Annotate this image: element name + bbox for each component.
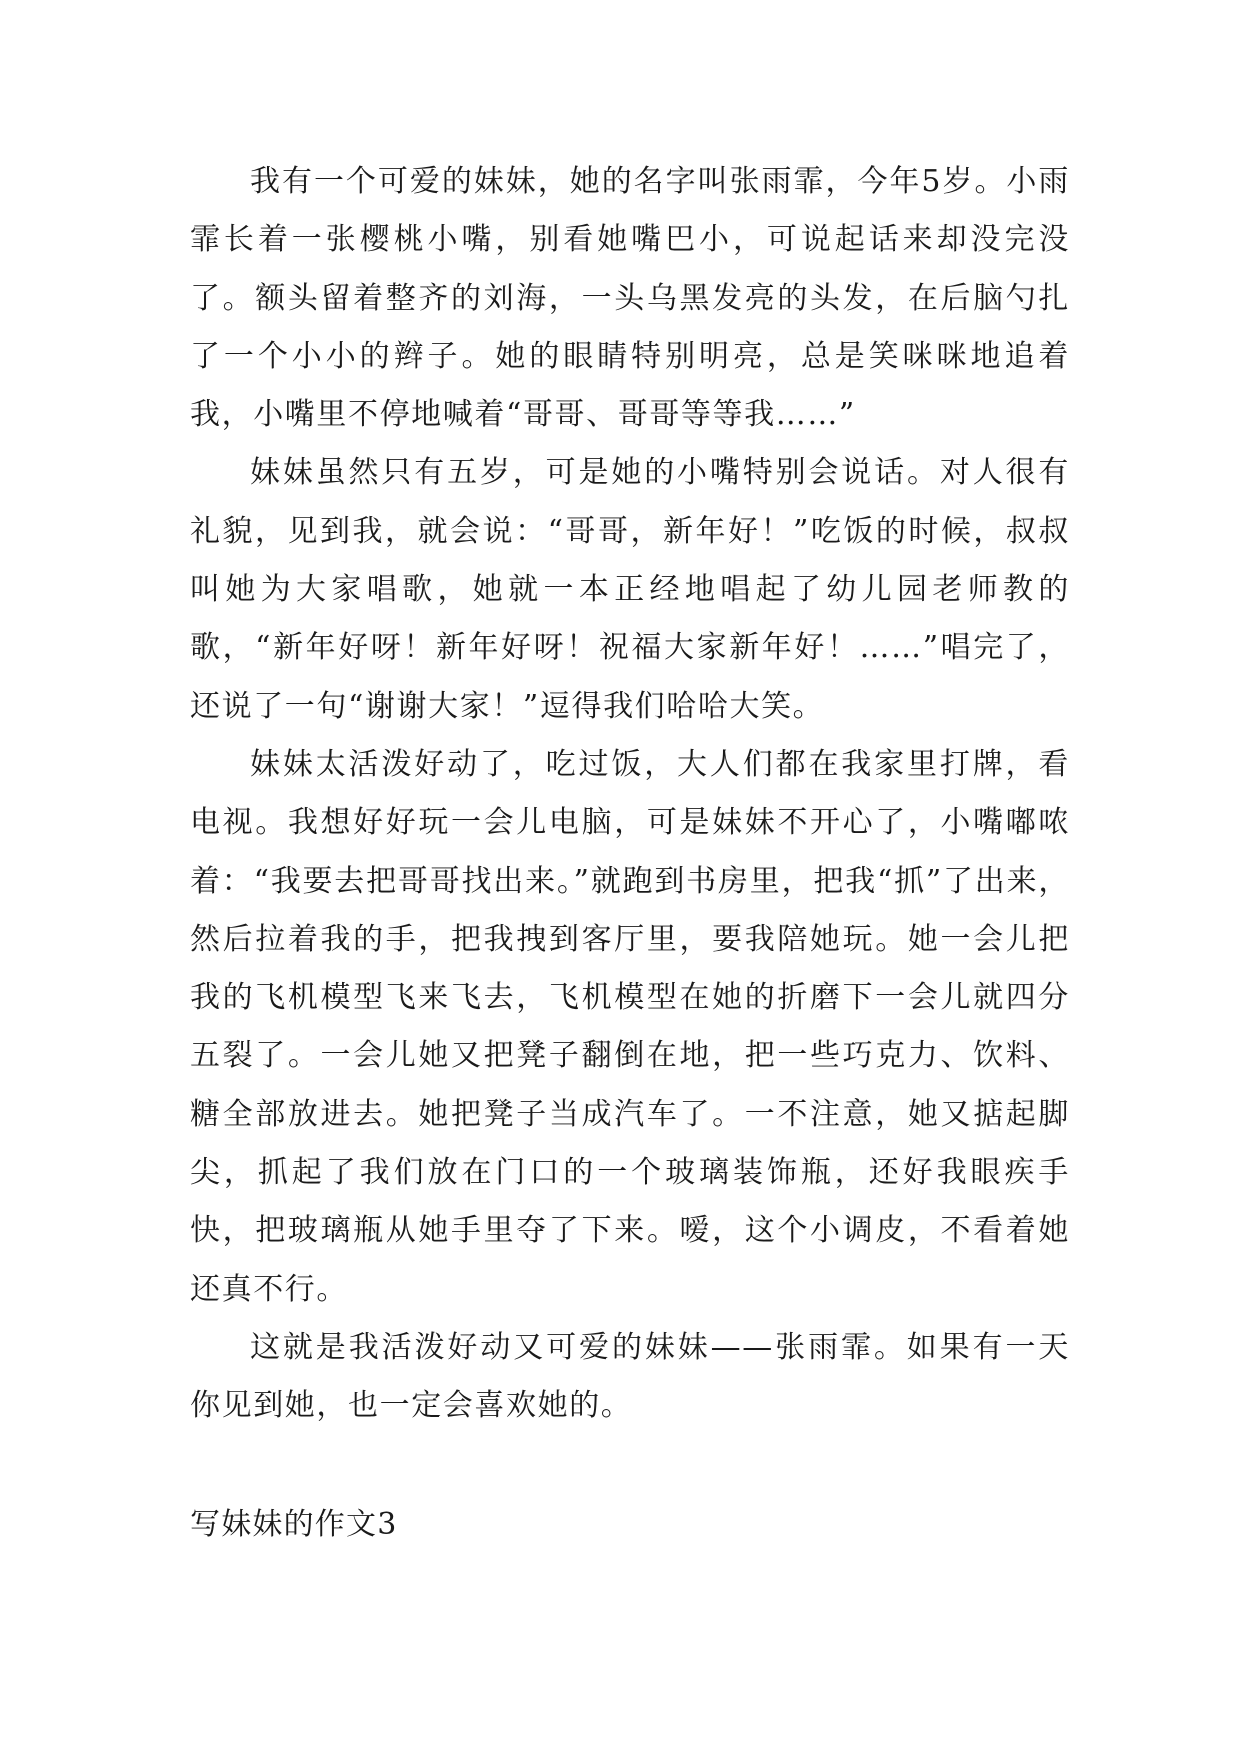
document-body [190, 153, 1070, 1436]
paragraph-1: 我有一个可爱的妹妹，她的名字叫张雨霏，今年5岁。小雨霏长着一张樱桃小嘴，别看她嘴巴小，可说起话来却没完没了。额头留着整齐的刘海，一头乌黑发亮的头发，在后脑勺扎了一个小小的辫子。她的眼睛特别明亮，总是笑咪咪地追着我，小嘴里不停地喊着“哥哥、哥哥等等我……” [190, 164, 1070, 433]
paragraph-2: 妹妹虽然只有五岁，可是她的小嘴特别会说话。对人很有礼貌，见到我，就会说：“哥哥，新年好！”吃饭的时候，叔叔叫她为大家唱歌，她就一本正经地唱起了幼儿园老师教的歌，“新年好呀！新年好呀！祝福大家新年好！……”唱完了，还说了一句“谢谢大家！”逗得我们哈哈大笑。 [190, 455, 1070, 724]
paragraph-4: 这就是我活泼好动又可爱的妹妹——张雨霏。如果有一天你见到她，也一定会喜欢她的。 [190, 1329, 1070, 1424]
paragraph-3: 妹妹太活泼好动了，吃过饭，大人们都在我家里打牌，看电视。我想好好玩一会儿电脑，可是妹妹不开心了，小嘴嘟哝着：“我要去把哥哥找出来。”就跑到书房里，把我“抓”了出来，然后拉着我的手，把我拽到客厅里，要我陪她玩。她一会儿把我的飞机模型飞来飞去，飞机模型在她的折磨下一会儿就四分五裂了。一会儿她又把凳子翻倒在地，把一些巧克力、饮料、糖全部放进去。她把凳子当成汽车了。一不注意，她又掂起脚尖，抓起了我们放在门口的一个玻璃装饰瓶，还好我眼疾手快，把玻璃瓶从她手里夺了下来。嗳，这个小调皮，不看着她还真不行。 [190, 746, 1070, 1307]
section-heading: 写妹妹的作文3 [190, 1507, 398, 1542]
